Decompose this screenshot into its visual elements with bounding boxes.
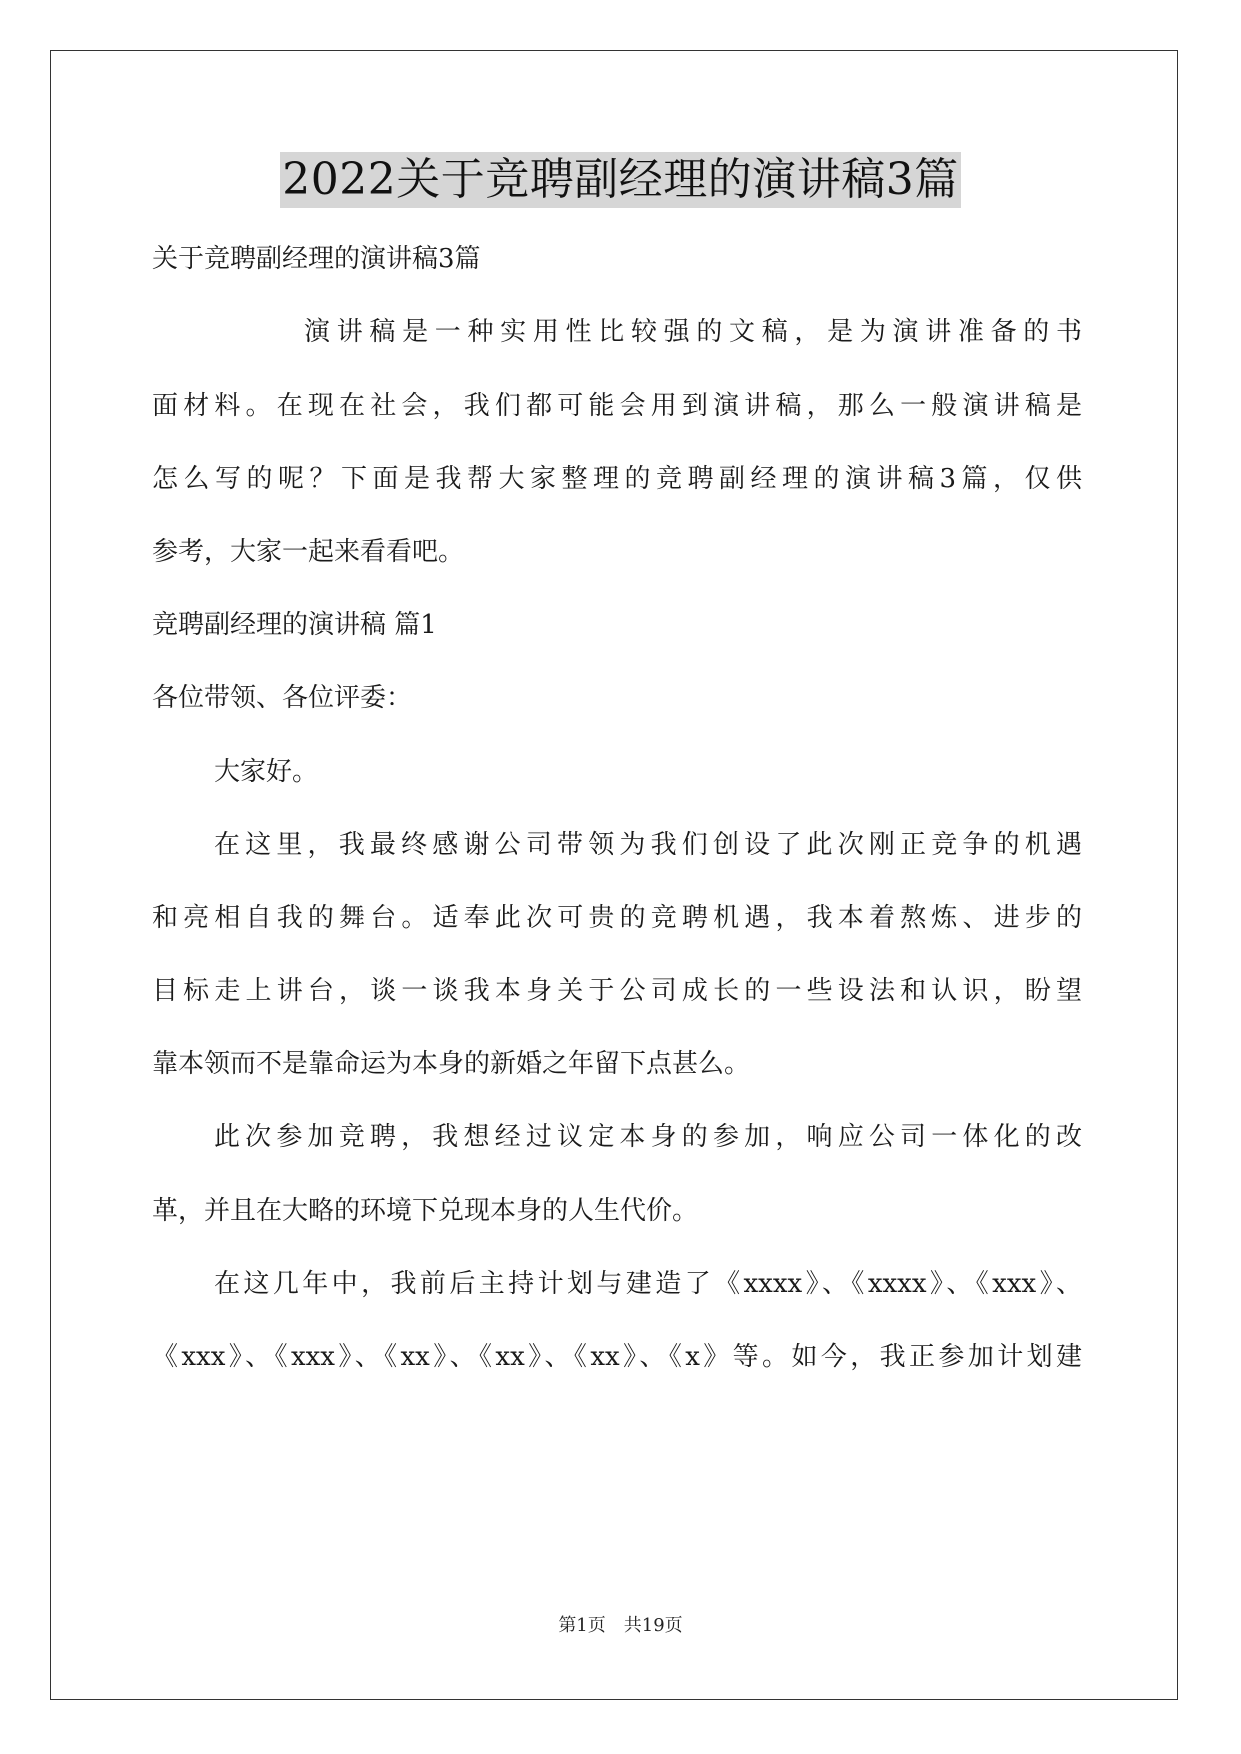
- salutation: 各位带领、各位评委：: [152, 683, 413, 713]
- paragraph1-line-1: 在这里，我最终感谢公司带领为我们创设了此次刚正竞争的机遇: [214, 830, 1082, 860]
- paragraph1-line-4: 靠本领而不是靠命运为本身的新婚之年留下点甚么。: [152, 1049, 751, 1079]
- intro-line-3: 怎么写的呢？下面是我帮大家整理的竞聘副经理的演讲稿3篇，仅供: [152, 464, 1082, 494]
- title-wrap: [0, 152, 1241, 208]
- intro-line-4: 参考，大家一起来看看吧。: [152, 537, 465, 567]
- greeting: 大家好。: [214, 757, 319, 787]
- paragraph2-line-1: 此次参加竞聘，我想经过议定本身的参加，响应公司一体化的改: [214, 1122, 1082, 1152]
- paragraph2-line-2: 革，并且在大略的环境下兑现本身的人生代价。: [152, 1196, 699, 1226]
- paragraph3-line-2: 《xxx》、《xxx》、《xx》、《xx》、《xx》、《x》等。如今，我正参加计划建: [152, 1342, 1082, 1372]
- section-heading: 竞聘副经理的演讲稿 篇1: [152, 610, 437, 640]
- page-border: [50, 50, 1178, 1700]
- page-footer: 第1页 共19页: [558, 1615, 683, 1636]
- paragraph1-line-2: 和亮相自我的舞台。适奉此次可贵的竞聘机遇，我本着熬炼、进步的: [152, 903, 1082, 933]
- intro-line-1: 演讲稿是一种实用性比较强的文稿，是为演讲准备的书: [304, 317, 1082, 347]
- document-title: 2022关于竞聘副经理的演讲稿3篇: [280, 152, 960, 208]
- subtitle: 关于竞聘副经理的演讲稿3篇: [152, 244, 481, 274]
- paragraph1-line-3: 目标走上讲台，谈一谈我本身关于公司成长的一些设法和认识，盼望: [152, 976, 1082, 1006]
- intro-line-2: 面材料。在现在社会，我们都可能会用到演讲稿，那么一般演讲稿是: [152, 391, 1082, 421]
- paragraph3-line-1: 在这几年中，我前后主持计划与建造了《xxxx》、《xxxx》、《xxx》、: [214, 1269, 1082, 1299]
